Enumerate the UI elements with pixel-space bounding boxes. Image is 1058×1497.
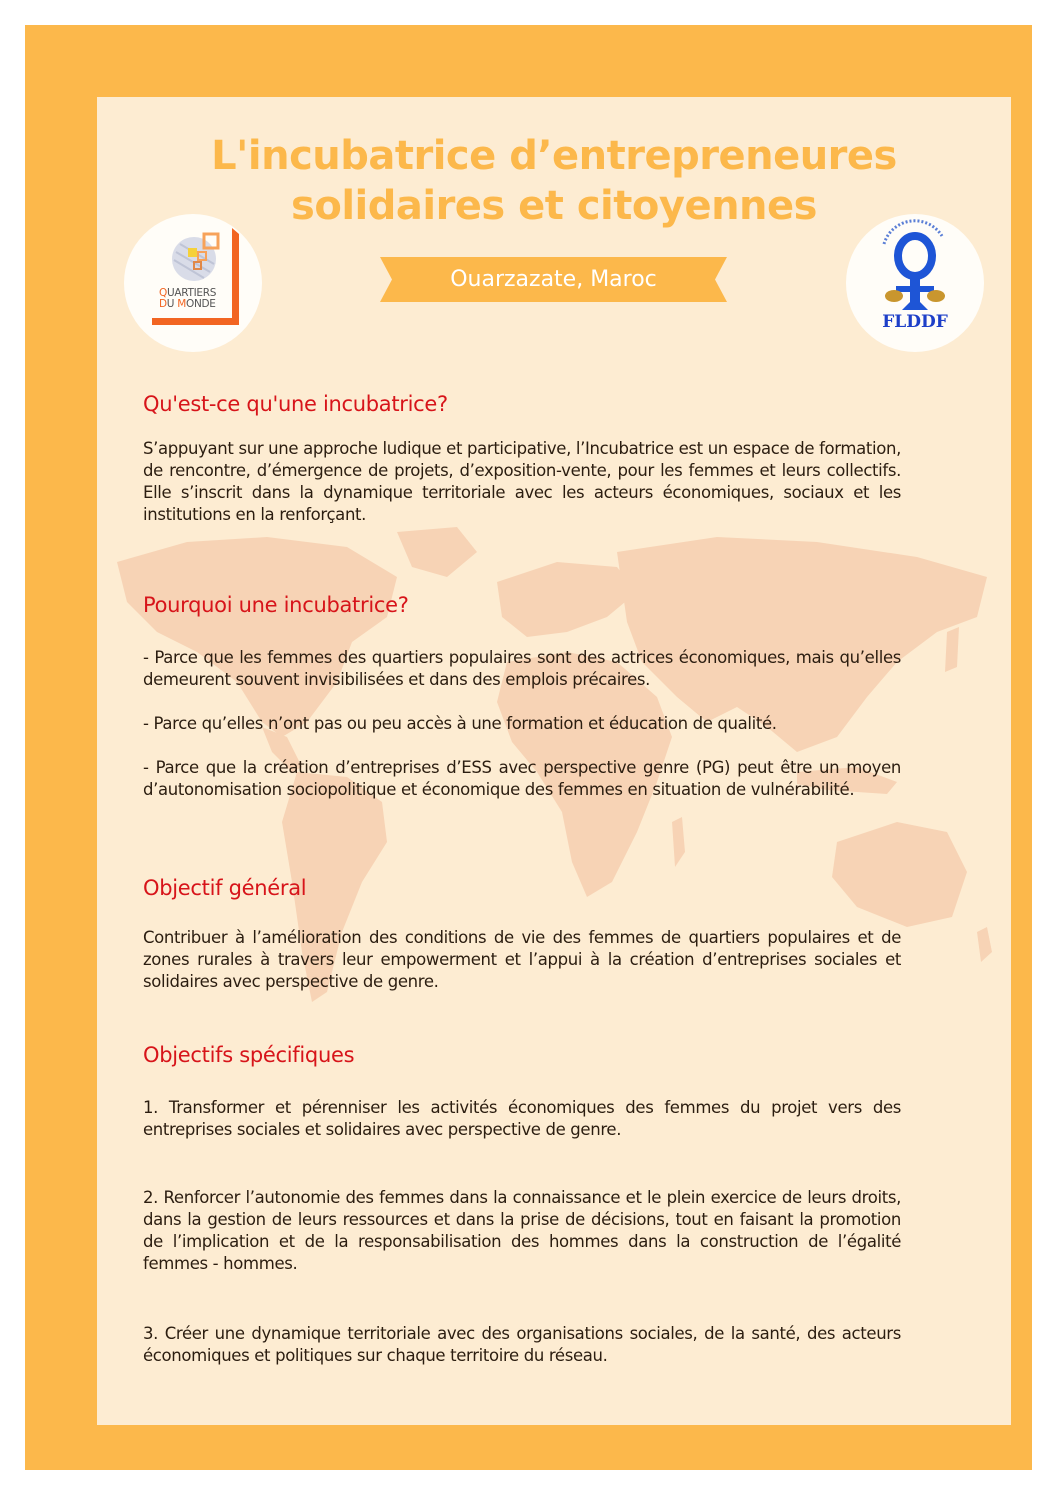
qdm-wordmark: QUARTIERS DU MONDE [159, 287, 217, 310]
paragraph-why-3: - Parce que la création d’entreprises d’ESS avec perspective genre (PG) peut être un moyen d’autonomisation sociopolitique et économique des femmes en situation de vulnérabilité. [143, 758, 901, 799]
paragraph-general-objective: Contribuer à l’amélioration des conditions de vie des femmes de quartiers populaires et de zones rurales à travers leur empowerment et l’appui à la création d’entreprises sociales et solidaires avec perspective de genre. [143, 928, 901, 991]
paragraph-what-is: S’appuyant sur une approche ludique et participative, l’Incubatrice est un espace de formation, de rencontre, d’émergence de projets, d’exposition-vente, pour les femmes et leurs collectifs. Elle s’inscrit dans la dynamique territoriale avec les acteurs économiques, sociaux et les institutions en la renforçant. [143, 439, 901, 524]
quartiers-du-monde-logo [124, 214, 262, 352]
location-ribbon [380, 257, 727, 302]
location-label: Ouarzazate, Maroc [450, 267, 657, 292]
paragraph-why-2: - Parce qu’elles n’ont pas ou peu accès à une formation et éducation de qualité. [143, 714, 777, 733]
heading-specific-objectives: Objectifs spécifiques [143, 1043, 355, 1067]
heading-general-objective: Objectif général [143, 876, 307, 900]
heading-what-is: Qu'est-ce qu'une incubatrice? [143, 392, 448, 416]
heading-why: Pourquoi une incubatrice? [143, 593, 409, 617]
qdm-globe-icon [124, 214, 262, 352]
objective-item-3: 3. Créer une dynamique territoriale avec des organisations sociales, de la santé, des acteurs économiques et politiques sur chaque territoire du réseau. [143, 1324, 901, 1365]
poster-frame [25, 25, 1032, 1470]
poster-panel [97, 97, 1011, 1425]
objective-item-2: 2. Renforcer l’autonomie des femmes dans la connaissance et le plein exercice de leurs droits, dans la gestion de leurs ressources et dans la prise de décisions, tout en faisant la promotion de l’implication et de la responsabilisation des hommes dans la construction de l’égalité femmes - hommes. [143, 1188, 901, 1273]
title-line-2: solidaires et citoyennes [291, 183, 817, 229]
title-line-1: L'incubatrice d’entrepreneures [211, 133, 897, 179]
flddf-logo [846, 214, 984, 352]
paragraph-why-1: - Parce que les femmes des quartiers populaires sont des actrices économiques, mais qu’elles demeurent souvent invisibilisées et dans des emplois précaires. [143, 648, 901, 689]
flddf-wordmark: FLDDF [882, 312, 948, 332]
objective-item-1: 1. Transformer et pérenniser les activités économiques des femmes du projet vers des entreprises sociales et solidaires avec perspective de genre. [143, 1098, 901, 1139]
